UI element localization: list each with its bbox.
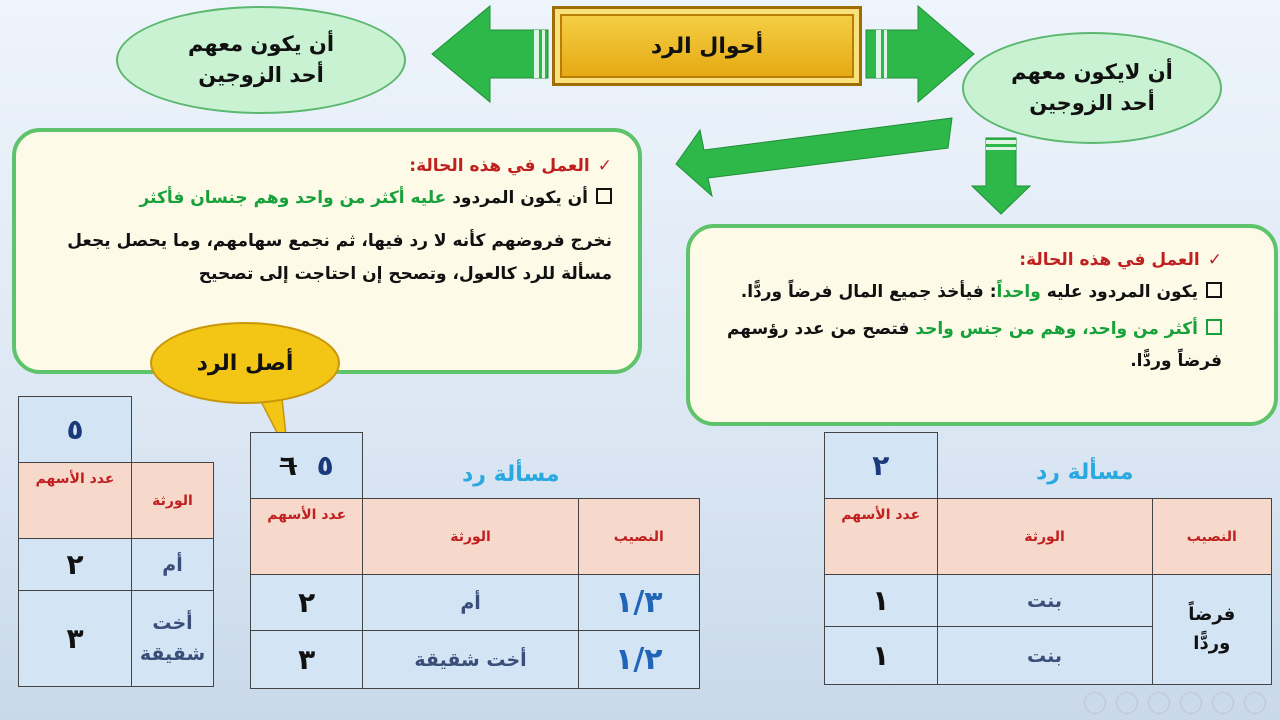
small-header-heirs: الورثة — [132, 463, 214, 539]
check-icon: ✓ — [1207, 250, 1222, 270]
oval-left-line2: أحد الزوجين — [198, 63, 324, 87]
oval-with-spouse — [116, 6, 406, 114]
table-row: ١/٣ أم ٢ — [251, 575, 700, 631]
table-small — [18, 396, 214, 687]
zoom-icon[interactable] — [1212, 692, 1234, 714]
left-panel-item — [40, 182, 612, 214]
oval-right-line2: أحد الزوجين — [1029, 91, 1155, 115]
oval-without-spouse — [962, 32, 1222, 144]
small-header-shares: عدد الأسهم — [19, 463, 132, 539]
checkbox-square-icon — [1206, 282, 1222, 298]
mid-top-value: ٥ — [316, 449, 334, 482]
right-table-title: مسألة رد — [1036, 460, 1134, 485]
table-row: بنت ١ — [825, 627, 1272, 685]
slides-icon[interactable] — [1180, 692, 1202, 714]
callout-label: أصل الرد — [196, 350, 294, 376]
callout-bubble — [150, 322, 340, 404]
pen-icon[interactable] — [1148, 692, 1170, 714]
mid-header-heirs: الورثة — [363, 499, 578, 575]
small-top-value: ٥ — [19, 397, 132, 463]
right-top-value: ٢ — [825, 433, 938, 499]
table-row: أم ٢ — [19, 539, 214, 591]
more-icon[interactable] — [1244, 692, 1266, 714]
right-header-heirs: الورثة — [937, 499, 1152, 575]
oval-left-line1: أن يكون معهم — [187, 31, 335, 56]
right-panel-item2: أكثر من واحد، وهم من جنس واحد فتصح من عدد رؤسهم فرضاً وردًّا. — [726, 318, 1222, 371]
right-merged-share: فرضاً وردًّا — [1152, 575, 1271, 685]
left-item-part1: أن يكون المردود — [452, 188, 588, 209]
banner-title: أحوال الرد — [650, 33, 764, 59]
left-panel-heading: ✓العمل في هذه الحالة: — [409, 156, 612, 176]
mid-header-shares: عدد الأسهم — [251, 499, 363, 575]
table-mid — [250, 432, 700, 689]
right-procedure-panel — [686, 224, 1278, 426]
checkbox-square-icon — [596, 188, 612, 204]
title-banner — [552, 6, 862, 86]
table-right — [824, 432, 1272, 685]
mid-table-title: مسألة رد — [462, 462, 560, 487]
right-header-share: النصيب — [1152, 499, 1271, 575]
table-row: فرضاً وردًّا بنت ١ — [825, 575, 1272, 627]
table-row: ١/٢ أخت شقيقة ٣ — [251, 631, 700, 689]
left-item-part2: عليه أكثر من واحد وهم جنسان فأكثر — [139, 188, 447, 209]
arrow-diagonal-icon — [676, 118, 952, 196]
checkbox-square-icon — [1206, 319, 1222, 335]
mid-top-struck: ٦ — [279, 449, 297, 482]
left-panel-paragraph: نخرج فروضهم كأنه لا رد فيها، ثم نجمع سهامهم، وما يحصل يجعل مسألة للرد كالعول، وتصحح إن احتاجت إلى تصحيح — [67, 230, 612, 284]
right-panel-heading: ✓العمل في هذه الحالة: — [1019, 250, 1222, 270]
check-icon: ✓ — [597, 156, 612, 176]
right-panel-item1: يكون المردود عليه واحداً: فيأخذ جميع المال فرضاً وردًّا. — [710, 276, 1222, 308]
oval-right-line1: أن لايكون معهم — [1011, 59, 1173, 84]
right-header-shares: عدد الأسهم — [825, 499, 938, 575]
left-procedure-panel — [12, 128, 642, 374]
prev-icon[interactable] — [1084, 692, 1106, 714]
mid-header-share: النصيب — [578, 499, 699, 575]
next-icon[interactable] — [1116, 692, 1138, 714]
slideshow-toolbar — [1084, 692, 1266, 714]
arrow-left-icon — [432, 6, 548, 102]
table-row: أخت شقيقة ٣ — [19, 591, 214, 687]
arrow-right-icon — [866, 6, 974, 102]
mid-top-cell — [251, 433, 363, 499]
